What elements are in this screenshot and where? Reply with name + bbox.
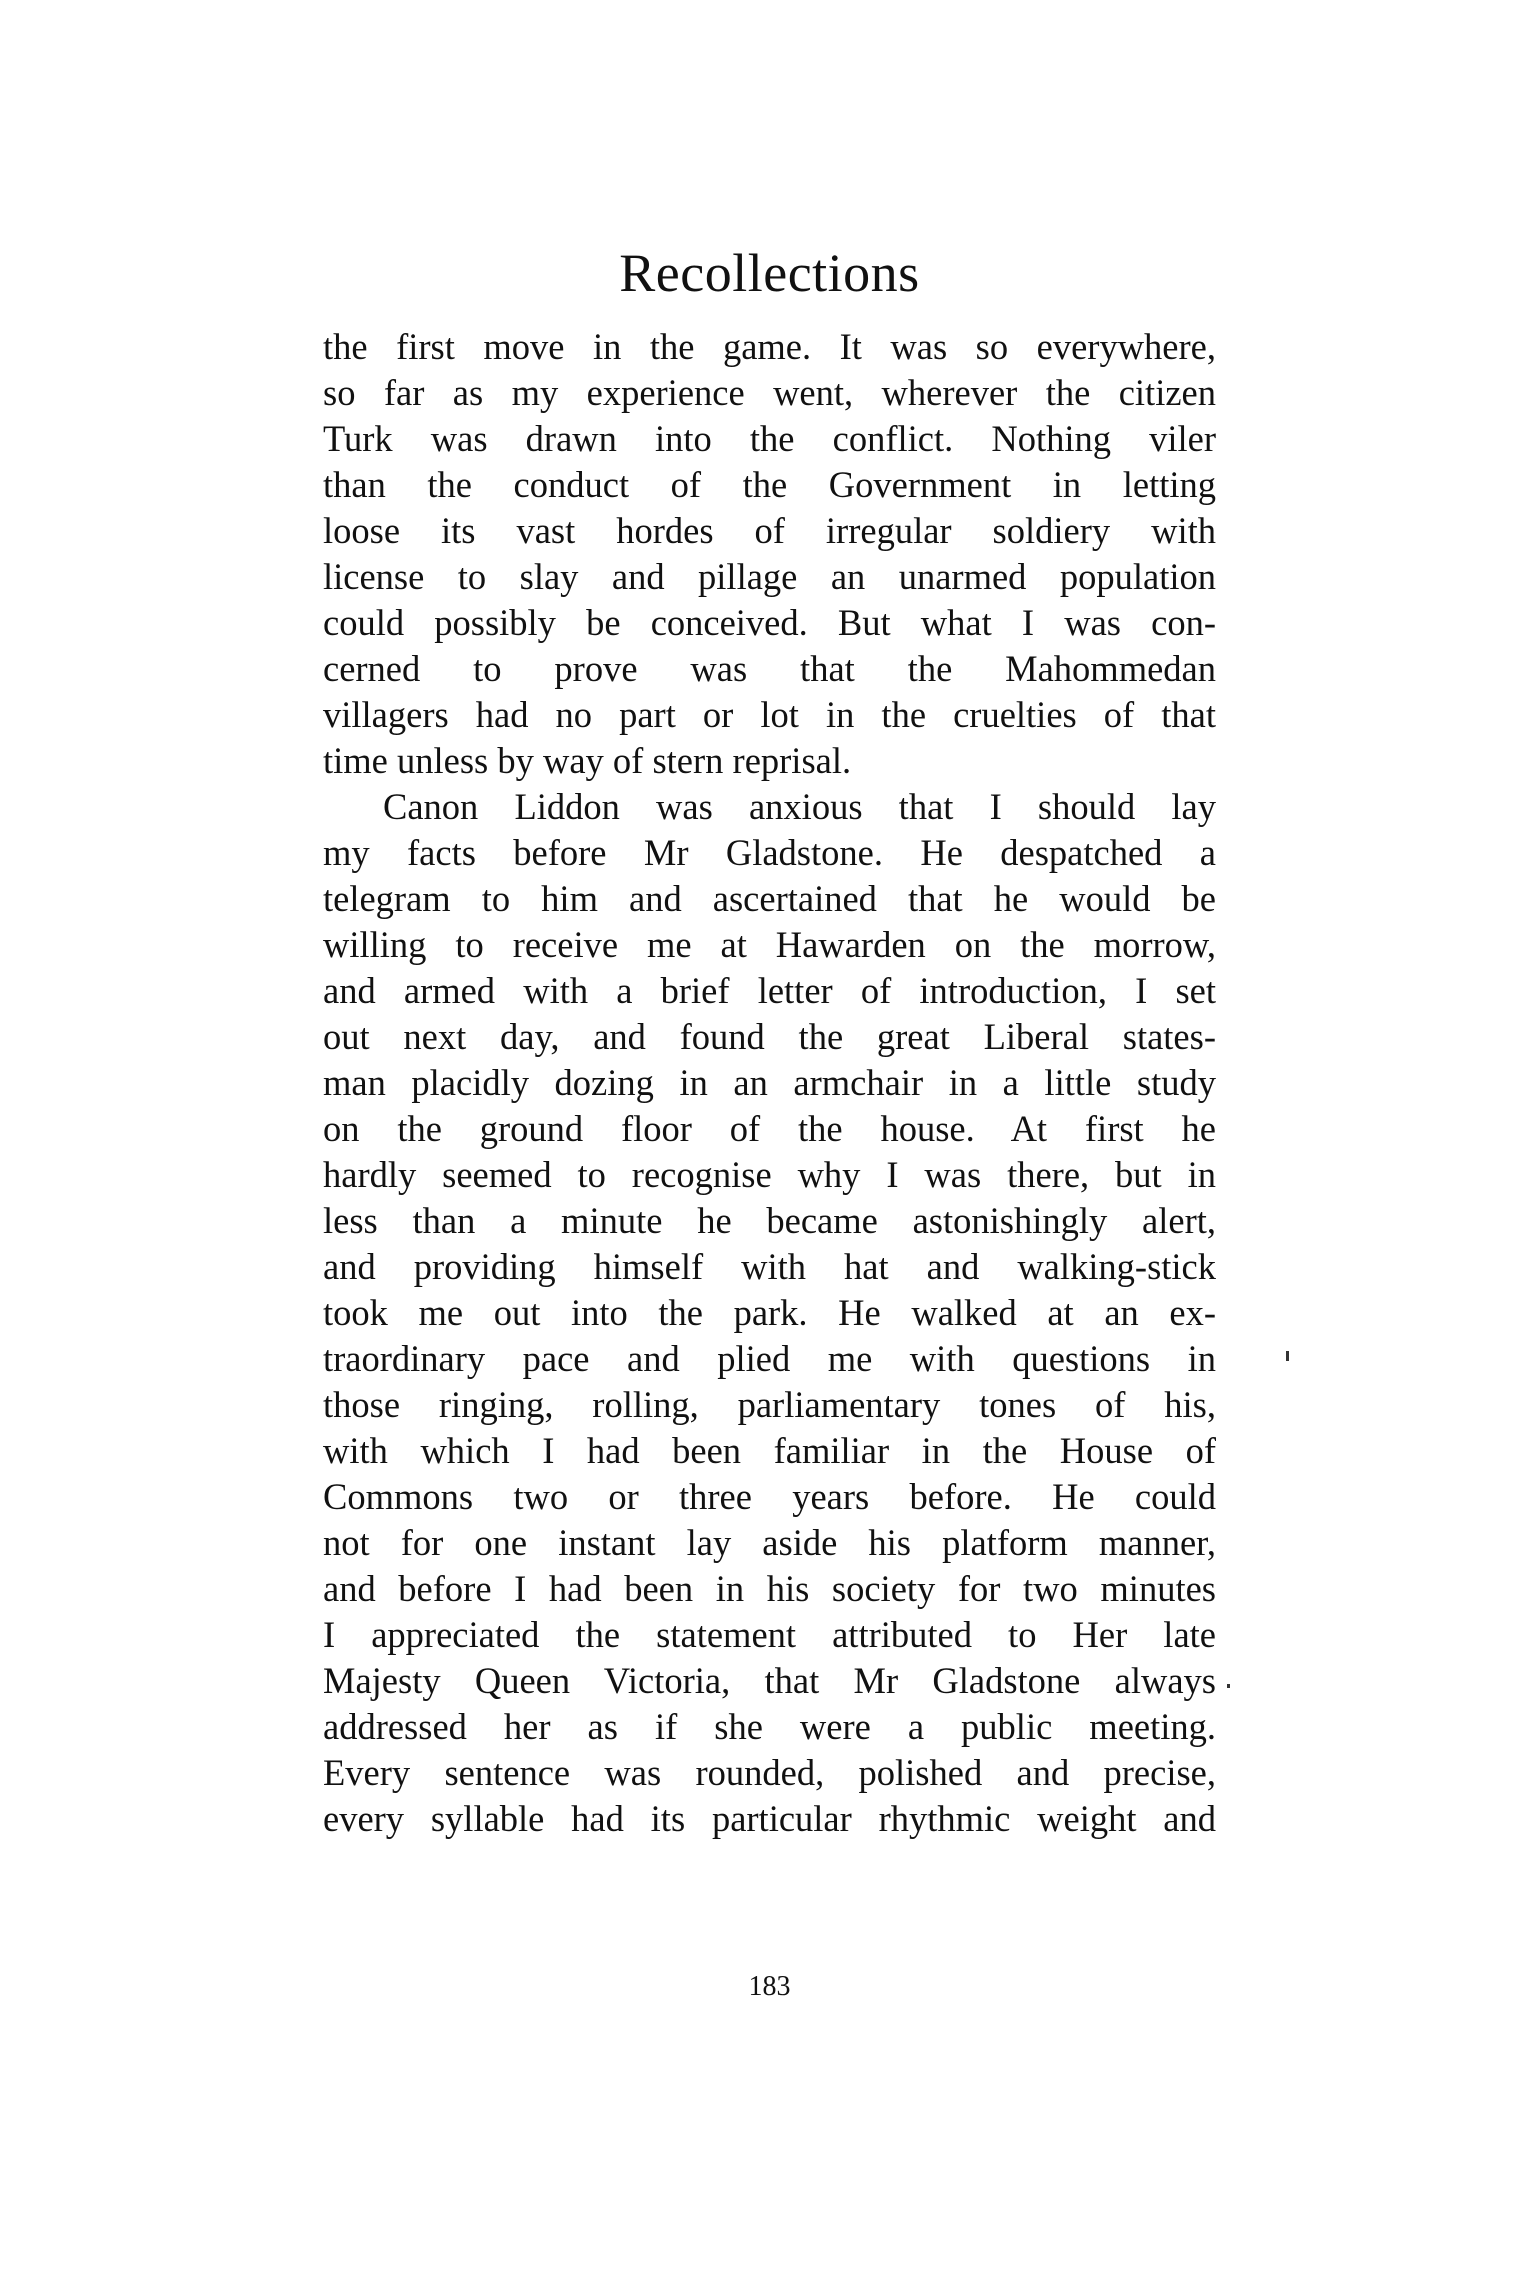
text-line: man placidly dozing in an armchair in a little study [323,1062,1216,1103]
text-line: cerned to prove was that the Mahommedan [323,648,1216,689]
text-line: with which I had been familiar in the House of [323,1430,1216,1471]
page-number: 183 [748,1971,791,2002]
text-line: and providing himself with hat and walking-stick [323,1246,1216,1287]
body-text [323,324,1216,1842]
text-line: time unless by way of stern reprisal. [323,740,852,781]
text-line: out next day, and found the great Liberal states- [323,1016,1216,1057]
text-line: not for one instant lay aside his platform manner, [323,1522,1216,1563]
text-line: less than a minute he became astonishingly alert, [323,1200,1216,1241]
text-line: license to slay and pillage an unarmed population [323,556,1216,597]
text-line: telegram to him and ascertained that he would be [323,878,1216,919]
stray-ink-mark [1286,1351,1289,1361]
text-line: hardly seemed to recognise why I was there, but in [323,1154,1216,1195]
text-line: traordinary pace and plied me with questions in [323,1338,1216,1379]
text-line: willing to receive me at Hawarden on the morrow, [323,924,1216,965]
text-line: I appreciated the statement attributed to Her late [323,1614,1216,1655]
text-line: those ringing, rolling, parliamentary tones of his, [323,1384,1216,1425]
text-line: loose its vast hordes of irregular soldiery with [323,510,1216,551]
text-line: and before I had been in his society for two minutes [323,1568,1216,1609]
text-line: could possibly be conceived. But what I was con- [323,602,1216,643]
running-head: Recollections [619,243,920,303]
text-line: than the conduct of the Government in letting [323,464,1216,505]
stray-ink-mark [1227,1684,1230,1688]
text-line: villagers had no part or lot in the cruelties of that [323,694,1216,735]
text-line: every syllable had its particular rhythmic weight and [323,1798,1216,1839]
text-line: Commons two or three years before. He could [323,1476,1216,1517]
text-line: Turk was drawn into the conflict. Nothing viler [323,418,1216,459]
text-line: so far as my experience went, wherever the citizen [323,372,1216,413]
text-line: Canon Liddon was anxious that I should lay [383,786,1216,827]
text-line: addressed her as if she were a public meeting. [323,1706,1216,1747]
text-line: Every sentence was rounded, polished and precise, [323,1752,1216,1793]
text-line: Majesty Queen Victoria, that Mr Gladstone always [323,1660,1216,1701]
text-line: and armed with a brief letter of introduction, I set [323,970,1216,1011]
text-line: the first move in the game. It was so everywhere, [323,326,1216,367]
text-line: took me out into the park. He walked at an ex- [323,1292,1216,1333]
text-line: on the ground floor of the house. At first he [323,1108,1216,1149]
text-line: my facts before Mr Gladstone. He despatched a [323,832,1216,873]
